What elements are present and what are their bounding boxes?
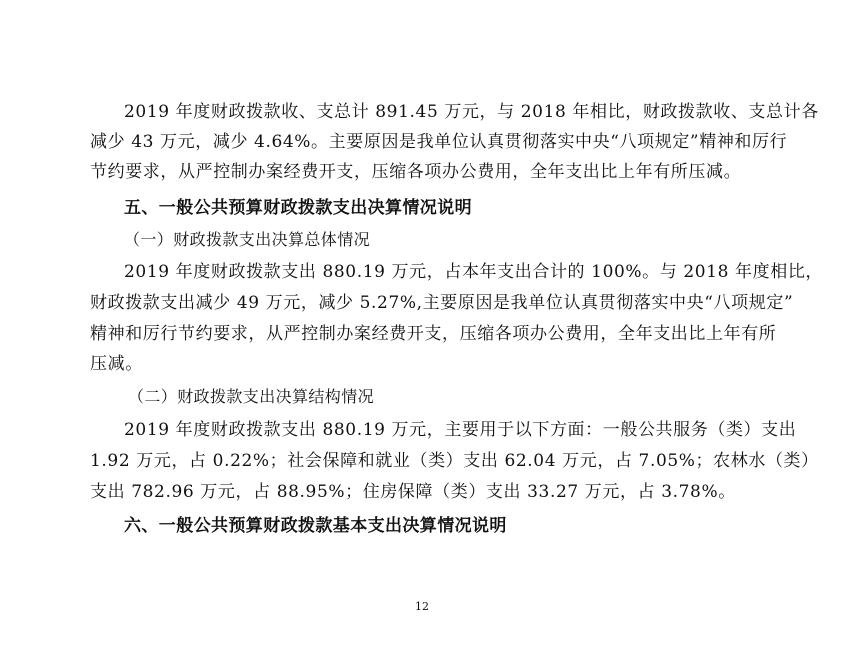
paragraph-1-line-3: 节约要求，从严控制办案经费开支，压缩各项办公费用，全年支出比上年有所压减。 (90, 162, 742, 182)
paragraph-1-line-2: 减少 43 万元，减少 4.64%。主要原因是我单位认真贯彻落实中央“八项规定”精神和厉行 (90, 132, 788, 152)
section-5-heading: 五、一般公共预算财政拨款支出决算情况说明 (124, 198, 472, 218)
subsection-2-heading: （二）财政拨款支出决算结构情况 (128, 387, 375, 406)
paragraph-2-line-1: 2019 年度财政拨款支出 880.19 万元，占本年支出合计的 100%。与 2018 年度相比， (124, 262, 824, 282)
paragraph-2-line-2: 财政拨款支出减少 49 万元，减少 5.27%,主要原因是我单位认真贯彻落实中央“八项规定” (90, 293, 794, 313)
paragraph-3-line-2: 1.92 万元，占 0.22%；社会保障和就业（类）支出 62.04 万元，占 7.05%；农林水（类） (90, 451, 819, 471)
paragraph-2-line-4: 压减。 (90, 354, 143, 374)
paragraph-1-line-1: 2019 年度财政拨款收、支总计 891.45 万元，与 2018 年相比，财政拨款收、支总计各 (124, 102, 819, 122)
subsection-1-heading: （一）财政拨款支出决算总体情况 (124, 230, 371, 249)
paragraph-3-line-3: 支出 782.96 万元，占 88.95%；住房保障（类）支出 33.27 万元，占 3.78%。 (90, 482, 736, 502)
paragraph-3-line-1: 2019 年度财政拨款支出 880.19 万元，主要用于以下方面：一般公共服务（类）支出 (124, 420, 797, 440)
paragraph-2-line-3: 精神和厉行节约要求，从严控制办案经费开支，压缩各项办公费用，全年支出比上年有所 (90, 324, 777, 344)
section-6-heading: 六、一般公共预算财政拨款基本支出决算情况说明 (124, 516, 507, 536)
page-number: 12 (415, 600, 429, 613)
